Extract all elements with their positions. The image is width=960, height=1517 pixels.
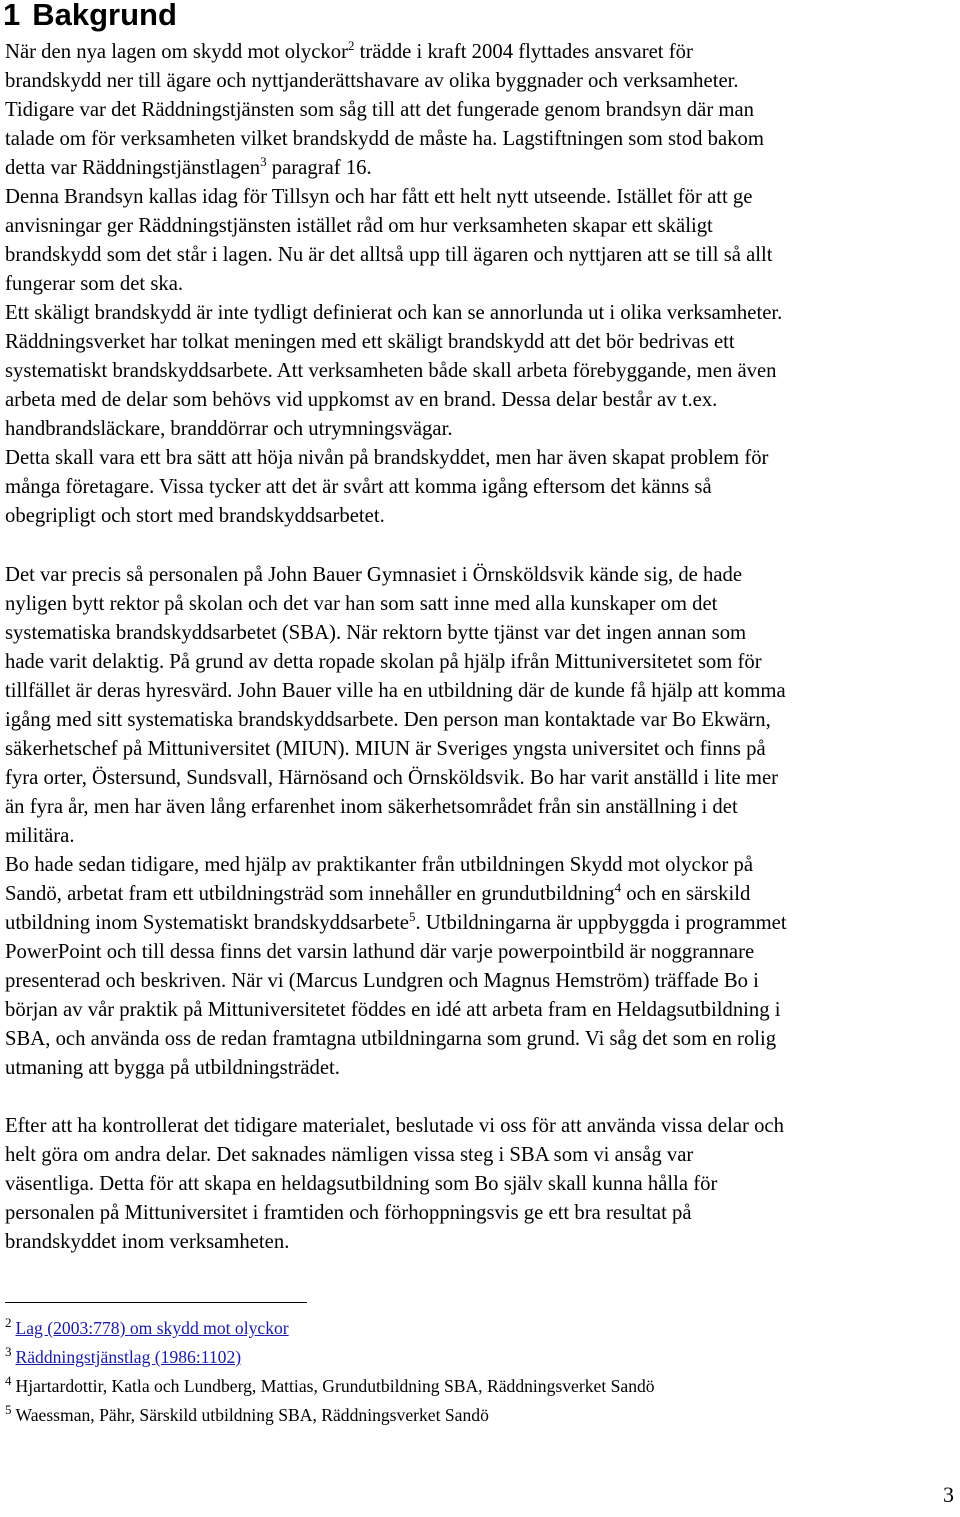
text-span: paragraf 16. — [266, 157, 372, 179]
text-line: obegripligt och stort med brandskyddsarbetet. — [5, 505, 385, 527]
footnote-number: 4 — [5, 1373, 12, 1388]
text-line: hade varit delaktig. På grund av detta ropade skolan på hjälp ifrån Mittuniversitetet som för — [5, 651, 762, 673]
paragraph-conclusion — [5, 1112, 959, 1257]
section-title: Bakgrund — [32, 0, 177, 32]
section-number: 1 — [3, 0, 21, 32]
text-span: och en särskild — [621, 883, 751, 905]
footnote-number: 2 — [5, 1315, 12, 1330]
text-line: än fyra år, men har även lång erfarenhet inom säkerhetsområdet från sin anställning i det — [5, 796, 738, 818]
footnote-2 — [5, 1314, 655, 1343]
footnote-ref-3[interactable]: 3 — [260, 154, 267, 169]
footnote-text: Waessman, Pähr, Särskild utbildning SBA, Räddningsverket Sandö — [15, 1405, 489, 1425]
section-heading — [3, 0, 177, 35]
text-line: brandskydd ner till ägare och nyttjanderättshavare av olika byggnader och verksamheter. — [5, 70, 739, 92]
footnote-number: 3 — [5, 1344, 12, 1359]
footnote-link-rescue-act[interactable]: Räddningstjänstlag (1986:1102) — [15, 1347, 242, 1367]
text-line: Denna Brandsyn kallas idag för Tillsyn och har fått ett helt nytt utseende. Istället för att ge — [5, 186, 753, 208]
text-line: talade om för verksamheten vilket brandskydd de måste ha. Lagstiftningen som stod bakom — [5, 128, 764, 150]
text-line: PowerPoint och till dessa finns det varsin lathund där varje powerpointbild är noggrannare — [5, 941, 755, 963]
text-line: brandskyddet inom verksamheten. — [5, 1231, 290, 1253]
text-line: fungerar som det ska. — [5, 273, 184, 295]
footnote-text: Hjartardottir, Katla och Lundberg, Mattias, Grundutbildning SBA, Räddningsverket Sandö — [15, 1376, 655, 1396]
text-line — [5, 880, 959, 909]
text-span: När den nya lagen om skydd mot olyckor — [5, 41, 348, 63]
text-line: nyligen bytt rektor på skolan och det var han som satt inne med alla kunskaper om det — [5, 593, 718, 615]
text-line: säkerhetschef på Mittuniversitet (MIUN). MIUN är Sveriges yngsta universitet och finns på — [5, 738, 766, 760]
text-line — [5, 38, 959, 67]
text-line: fyra orter, Östersund, Sundsvall, Härnösand och Örnsköldsvik. Bo har varit anställd i lite mer — [5, 767, 779, 789]
text-line: Räddningsverket har tolkat meningen med ett skäligt brandskydd att det bör bedrivas ett — [5, 331, 735, 353]
text-span: utbildning inom Systematiskt brandskyddsarbete — [5, 912, 409, 934]
text-line: Bo hade sedan tidigare, med hjälp av praktikanter från utbildningen Skydd mot olyckor på — [5, 854, 754, 876]
text-line: helt göra om andra delar. Det saknades nämligen vissa steg i SBA som vi ansåg var — [5, 1144, 694, 1166]
footnote-ref-5[interactable]: 5 — [408, 909, 416, 924]
text-span: detta var Räddningstjänstlagen — [5, 157, 261, 179]
text-line: igång med sitt systematiska brandskyddsarbete. Den person man kontaktade var Bo Ekwärn, — [5, 709, 771, 731]
text-line: brandskydd som det står i lagen. Nu är det alltså upp till ägaren och nyttjaren att se till så allt — [5, 244, 773, 266]
footnote-ref-4[interactable]: 4 — [614, 880, 622, 895]
text-line: systematiskt brandskyddsarbete. Att verksamheten både skall arbeta förebyggande, men även — [5, 360, 777, 382]
paragraph-legislation — [5, 38, 959, 531]
text-line — [5, 909, 959, 938]
text-line: utmaning att bygga på utbildningsträdet. — [5, 1057, 340, 1079]
text-line: Det var precis så personalen på John Bauer Gymnasiet i Örnsköldsvik kände sig, de hade — [5, 564, 743, 586]
page-number: 3 — [943, 1482, 954, 1507]
text-line: tillfället är deras hyresvärd. John Bauer ville ha en utbildning där de kunde få hjälp att komma — [5, 680, 786, 702]
text-span: trädde i kraft 2004 flyttades ansvaret för — [354, 41, 693, 63]
text-line: Efter att ha kontrollerat det tidigare materialet, beslutade vi oss för att använda vissa delar och — [5, 1115, 784, 1137]
text-line: Detta skall vara ett bra sätt att höja nivån på brandskyddet, men har även skapat problem för — [5, 447, 769, 469]
text-line: handbrandsläckare, branddörrar och utrymningsvägar. — [5, 418, 453, 440]
text-line: arbeta med de delar som behövs vid uppkomst av en brand. Dessa delar består av t.ex. — [5, 389, 718, 411]
text-line — [5, 154, 959, 183]
text-line: början av vår praktik på Mittuniversitetet föddes en idé att arbeta fram en Heldagsutbildning i — [5, 999, 781, 1021]
text-line: personalen på Mittuniversitet i framtiden och förhoppningsvis ge ett bra resultat på — [5, 1202, 692, 1224]
text-line: väsentliga. Detta för att skapa en heldagsutbildning som Bo själv skall kunna hålla för — [5, 1173, 718, 1195]
text-span: . Utbildningarna är uppbyggda i programmet — [415, 912, 787, 934]
text-line: presenterad och beskriven. När vi (Marcus Lundgren och Magnus Hemström) träffade Bo i — [5, 970, 759, 992]
paragraph-john-bauer — [5, 561, 959, 1083]
footnote-ref-2[interactable]: 2 — [348, 38, 355, 53]
footnote-5 — [5, 1401, 655, 1430]
footnote-divider — [5, 1302, 307, 1303]
footnote-link-law[interactable]: Lag (2003:778) om skydd mot olyckor — [15, 1318, 289, 1338]
footnote-number: 5 — [5, 1402, 12, 1417]
footnote-3 — [5, 1343, 655, 1372]
footnotes — [5, 1314, 655, 1430]
text-line: många företagare. Vissa tycker att det är svårt att komma igång eftersom det känns så — [5, 476, 712, 498]
text-line: Ett skäligt brandskydd är inte tydligt definierat och kan se annorlunda ut i olika verksamheter. — [5, 302, 783, 324]
text-line: militära. — [5, 825, 75, 847]
text-line: SBA, och använda oss de redan framtagna utbildningarna som grund. Vi såg det som en rolig — [5, 1028, 777, 1050]
text-line: Tidigare var det Räddningstjänsten som såg till att det fungerade genom brandsyn där man — [5, 99, 754, 121]
text-span: Sandö, arbetat fram ett utbildningsträd som innehåller en grundutbildning — [5, 883, 615, 905]
footnote-4 — [5, 1372, 655, 1401]
text-line: anvisningar ger Räddningstjänsten istället råd om hur verksamheten skapar ett skäligt — [5, 215, 713, 237]
text-line: systematiska brandskyddsarbetet (SBA). När rektorn bytte tjänst var det ingen annan som — [5, 622, 747, 644]
